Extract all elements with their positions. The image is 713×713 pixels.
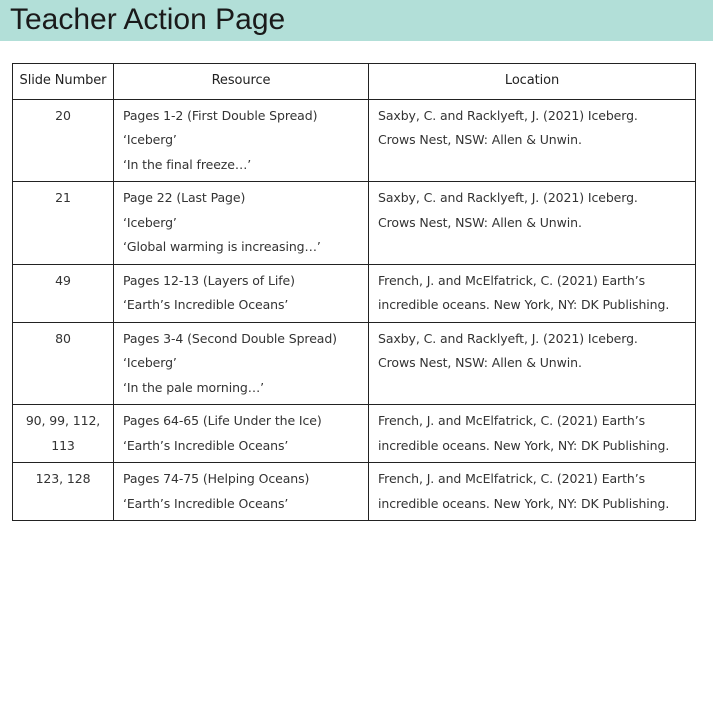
slide-number: 113 (51, 437, 75, 453)
resource-line: ‘Earth’s Incredible Oceans’ (123, 297, 289, 312)
slide-number-cell (13, 463, 114, 521)
resource-cell (114, 463, 369, 521)
slide-number: 90, 99, 112, (25, 413, 101, 428)
location-line: Crows Nest, NSW: Allen & Unwin. (378, 355, 582, 370)
location-line: French, J. and McElfatrick, C. (2021) Earth’s (378, 471, 646, 486)
column-header-resource: Resource (114, 64, 369, 100)
slide-number: 80 (55, 330, 71, 346)
location-cell (369, 99, 696, 182)
table-row (13, 405, 696, 463)
location-line: Crows Nest, NSW: Allen & Unwin. (378, 132, 582, 147)
location-line: Saxby, C. and Racklyeft, J. (2021) Iceberg. (378, 330, 638, 346)
table-row (13, 322, 696, 405)
resource-cell (114, 99, 369, 182)
location-line: French, J. and McElfatrick, C. (2021) Earth’s (378, 413, 646, 428)
slide-number: 21 (55, 190, 71, 205)
table-header-row (13, 64, 696, 100)
table-row (13, 182, 696, 265)
resources-table (12, 63, 696, 521)
resource-line: ‘Earth’s Incredible Oceans’ (123, 437, 289, 453)
slide-number-cell (13, 99, 114, 182)
resource-cell (114, 322, 369, 405)
resource-cell (114, 405, 369, 463)
location-line: incredible oceans. New York, NY: DK Publishing. (378, 297, 670, 312)
location-cell (369, 322, 696, 405)
location-cell (369, 463, 696, 521)
slide-number-cell (13, 322, 114, 405)
resource-line: Pages 64-65 (Life Under the Ice) (123, 413, 322, 428)
location-cell (369, 182, 696, 265)
location-line: French, J. and McElfatrick, C. (2021) Earth’s (378, 272, 646, 288)
resource-line: Page 22 (Last Page) (123, 190, 246, 205)
resource-line: ‘In the pale morning…’ (123, 379, 265, 395)
location-cell (369, 264, 696, 322)
resource-line: ‘Earth’s Incredible Oceans’ (123, 495, 289, 511)
table-row (13, 99, 696, 182)
column-header-slide-number: Slide Number (13, 64, 114, 100)
slide-number-cell (13, 264, 114, 322)
location-cell (369, 405, 696, 463)
location-line: Crows Nest, NSW: Allen & Unwin. (378, 214, 582, 230)
location-line: incredible oceans. New York, NY: DK Publishing. (378, 437, 670, 453)
resource-line: Pages 1-2 (First Double Spread) (123, 107, 318, 123)
slide-number: 123, 128 (35, 471, 91, 486)
page-title: Teacher Action Page (10, 3, 286, 36)
table-row (13, 264, 696, 322)
resource-line: Pages 3-4 (Second Double Spread) (123, 330, 337, 346)
slide-number: 20 (55, 107, 71, 123)
resource-line: ‘Iceberg’ (123, 132, 177, 147)
column-header-location: Location (369, 64, 696, 100)
resource-line: ‘Global warming is increasing…’ (123, 239, 321, 254)
slide-number-cell (13, 405, 114, 463)
resource-cell (114, 264, 369, 322)
resource-cell (114, 182, 369, 265)
resource-line: ‘In the final freeze…’ (123, 156, 252, 172)
location-line: incredible oceans. New York, NY: DK Publishing. (378, 495, 670, 511)
resource-line: ‘Iceberg’ (123, 214, 177, 230)
resource-line: ‘Iceberg’ (123, 355, 177, 370)
location-line: Saxby, C. and Racklyeft, J. (2021) Iceberg. (378, 190, 638, 205)
slide-number: 49 (55, 272, 71, 288)
title-banner (0, 0, 713, 41)
location-line: Saxby, C. and Racklyeft, J. (2021) Iceberg. (378, 107, 638, 123)
table-row (13, 463, 696, 521)
slide-number-cell (13, 182, 114, 265)
resource-line: Pages 74-75 (Helping Oceans) (123, 471, 310, 486)
resource-line: Pages 12-13 (Layers of Life) (123, 272, 295, 288)
